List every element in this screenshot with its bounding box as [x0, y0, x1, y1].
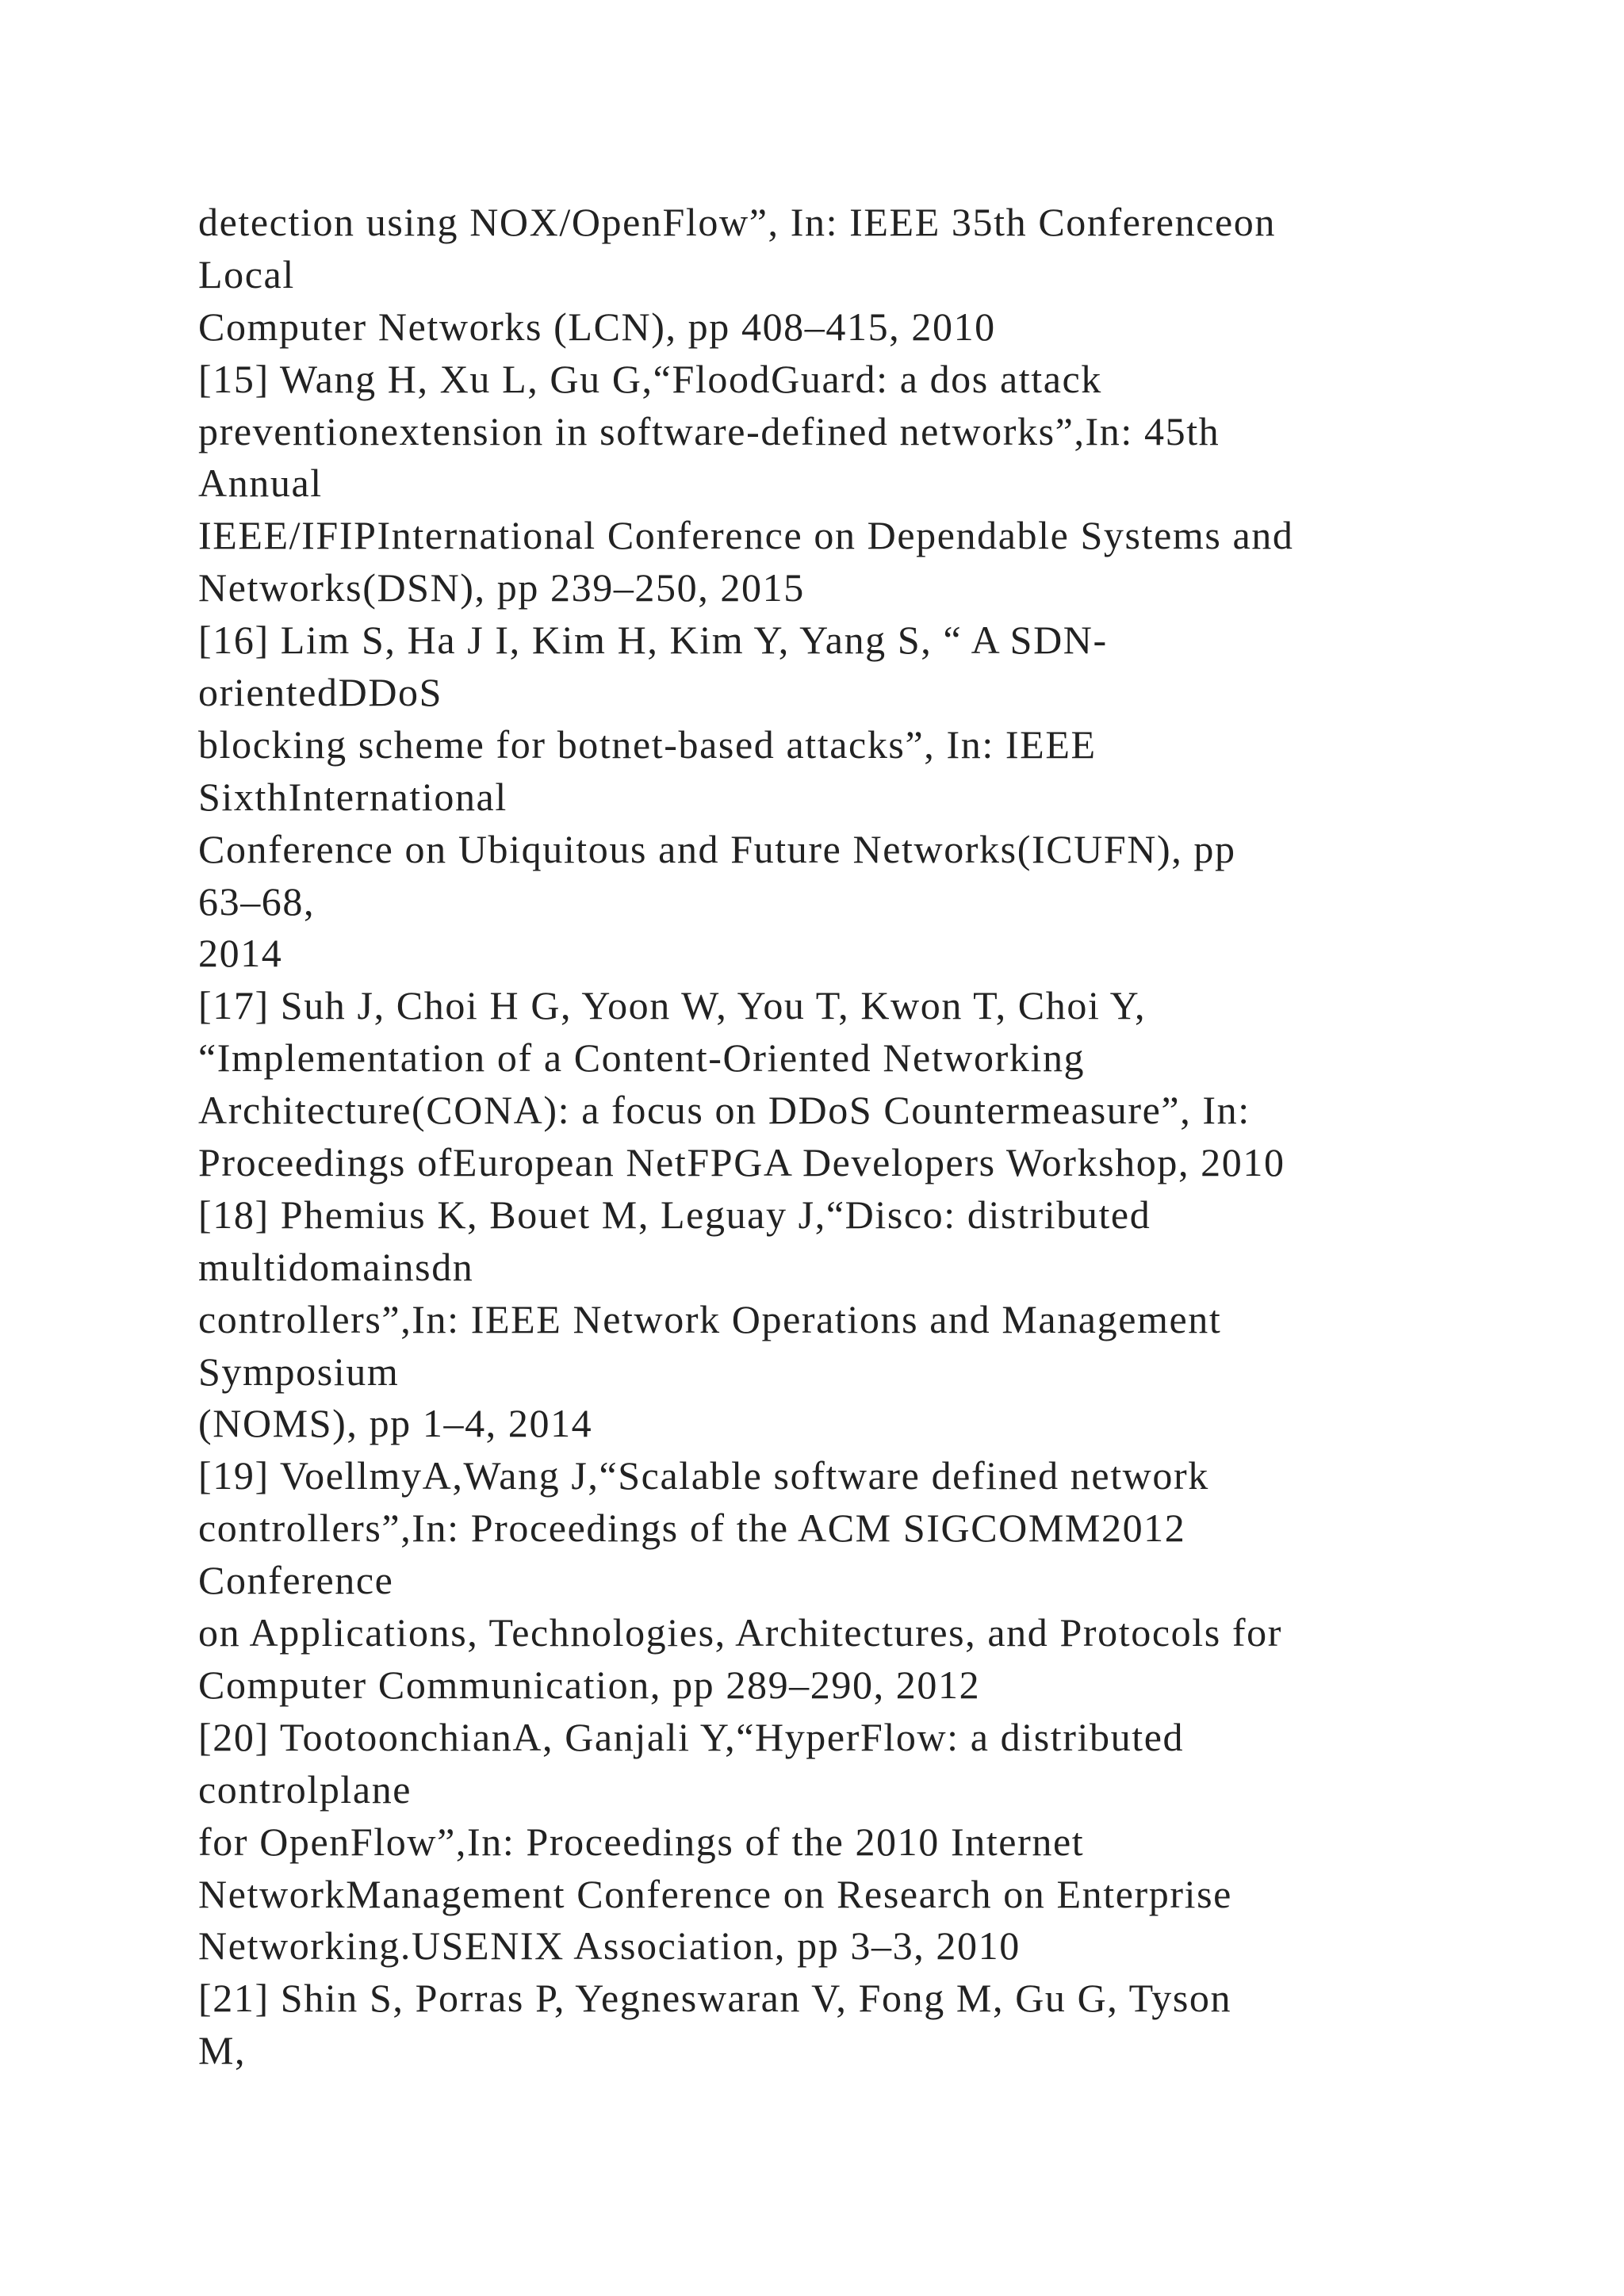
text-line: 63–68, [198, 878, 316, 924]
text-line: preventionextension in software-defined networks”,In: 45th [198, 408, 1220, 453]
text-line: Conference on Ubiquitous and Future Networks(ICUFN), pp [198, 826, 1236, 871]
text-line: Computer Networks (LCN), pp 408–415, 2010 [198, 304, 996, 349]
text-line: “Implementation of a Content-Oriented Networking [198, 1035, 1086, 1081]
text-line: [20] TootoonchianA, Ganjali Y,“HyperFlow: a distributed [198, 1714, 1185, 1759]
text-line: orientedDDoS [198, 670, 443, 715]
text-line: Conference [198, 1558, 394, 1603]
text-line: controllers”,In: Proceedings of the ACM SIGCOMM2012 [198, 1506, 1186, 1551]
text-line: SixthInternational [198, 774, 508, 819]
text-line: [21] Shin S, Porras P, Yegneswaran V, Fong M, Gu G, Tyson [198, 1976, 1232, 2021]
text-line: blocking scheme for botnet-based attacks”, In: IEEE [198, 721, 1097, 767]
text-line: for OpenFlow”,In: Proceedings of the 2010 Internet [198, 1819, 1085, 1864]
text-line: IEEE/IFIPInternational Conference on Dependable Systems and [198, 513, 1294, 558]
text-line: Symposium [198, 1349, 400, 1394]
text-line: 2014 [198, 931, 283, 976]
text-line: on Applications, Technologies, Architectures, and Protocols for [198, 1610, 1282, 1655]
text-line: NetworkManagement Conference on Research on Enterprise [198, 1871, 1232, 1916]
text-line: multidomainsdn [198, 1244, 474, 1289]
text-line: [19] VoellmyA,Wang J,“Scalable software defined network [198, 1453, 1209, 1498]
reference-list [198, 197, 1467, 2077]
text-line: Annual [198, 461, 323, 506]
text-line: [16] Lim S, Ha J I, Kim H, Kim Y, Yang S, “ A SDN- [198, 618, 1108, 663]
text-line: M, [198, 2028, 247, 2073]
text-line: controlplane [198, 1766, 412, 1812]
text-line: (NOMS), pp 1–4, 2014 [198, 1401, 593, 1446]
text-line: [18] Phemius K, Bouet M, Leguay J,“Disco: distributed [198, 1192, 1151, 1237]
text-line: Computer Communication, pp 289–290, 2012 [198, 1662, 981, 1707]
text-line: Architecture(CONA): a focus on DDoS Countermeasure”, In: [198, 1088, 1251, 1133]
text-line: [17] Suh J, Choi H G, Yoon W, You T, Kwon T, Choi Y, [198, 983, 1147, 1028]
text-line: Networks(DSN), pp 239–250, 2015 [198, 565, 805, 610]
text-line: Networking.USENIX Association, pp 3–3, 2010 [198, 1923, 1021, 1969]
text-line: Proceedings ofEuropean NetFPGA Developers Workshop, 2010 [198, 1140, 1285, 1185]
text-line: controllers”,In: IEEE Network Operations and Management [198, 1296, 1222, 1341]
text-line: Local [198, 251, 295, 297]
text-line: [15] Wang H, Xu L, Gu G,“FloodGuard: a dos attack [198, 356, 1102, 401]
text-line: detection using NOX/OpenFlow”, In: IEEE 35th Conferenceon [198, 200, 1276, 244]
